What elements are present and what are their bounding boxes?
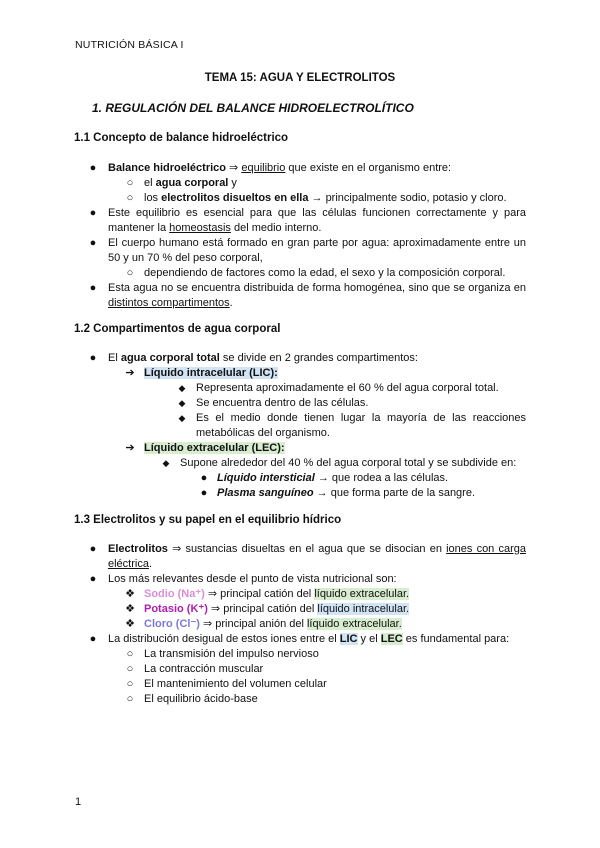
- section-1-3-heading: 1.3 Electrolitos y su papel en el equilibrio hídrico: [74, 514, 342, 526]
- arrow-bullet-icon: ➔: [125, 367, 135, 379]
- lic-item-3-line-1: Es el medio donde tienen lugar la mayoría de las reacciones: [196, 412, 526, 424]
- s13-bullet-2: Los más relevantes desde el punto de vista nutricional son:: [108, 573, 397, 585]
- lec-item-1b: Plasma sanguíneo → que forma parte de la sangre.: [217, 487, 476, 499]
- diamond-bullet-icon: ◆: [178, 413, 186, 423]
- bullet-icon: ●: [89, 352, 97, 364]
- s11-bullet-3-line-2: 50 y un 70 % del peso corporal,: [108, 252, 263, 264]
- lec-item-1: Supone alrededor del 40 % del agua corporal total y se subdivide en:: [180, 457, 517, 469]
- s12-bullet-1: El agua corporal total se divide en 2 grandes compartimentos:: [108, 352, 418, 364]
- lic-item-1: Representa aproximadamente el 60 % del agua corporal total.: [196, 382, 499, 394]
- s11-bullet-2-line-1: Este equilibrio es esencial para que las células funcionen correctamente y para: [108, 207, 526, 219]
- s11-bullet-3-line-1: El cuerpo humano está formado en gran parte por agua: aproximadamente entre un: [108, 237, 526, 249]
- circle-bullet-icon: ○: [126, 177, 134, 189]
- diamond-ornament-icon: ❖: [125, 603, 135, 615]
- s11-bullet-2-line-2: mantener la homeostasis del medio interno.: [108, 222, 322, 234]
- electrolyte-sodium: Sodio (Na⁺) ⇒ principal catión del líquido extracelular.: [144, 588, 410, 600]
- lic-item-3-line-2: metabólicas del organismo.: [196, 427, 330, 439]
- lic-item-2: Se encuentra dentro de las células.: [196, 397, 369, 409]
- function-item-2: La contracción muscular: [144, 663, 264, 675]
- s11-bullet-1: Balance hidroeléctrico ⇒ equilibrio que existe en el organismo entre:: [108, 162, 452, 174]
- electrolyte-chloride: Cloro (Cl⁻) ⇒ principal anión del líquido extracelular.: [144, 618, 402, 630]
- diamond-bullet-icon: ◆: [178, 398, 186, 408]
- s11-bullet-4-line-2: distintos compartimentos.: [108, 297, 233, 309]
- lec-item-1a: Líquido intersticial → que rodea a las células.: [217, 472, 449, 484]
- page-number: 1: [75, 796, 82, 808]
- diamond-bullet-icon: ◆: [178, 383, 186, 393]
- lic-label: Líquido intracelular (LIC):: [144, 367, 278, 379]
- circle-bullet-icon: ○: [126, 648, 134, 660]
- diamond-bullet-icon: ◆: [162, 458, 170, 468]
- bullet-icon: ●: [200, 487, 208, 499]
- bullet-icon: ●: [200, 472, 208, 484]
- circle-bullet-icon: ○: [126, 192, 134, 204]
- circle-bullet-icon: ○: [126, 693, 134, 705]
- bullet-icon: ●: [89, 237, 97, 249]
- section-1-heading: 1. REGULACIÓN DEL BALANCE HIDROELECTROLÍTICO: [92, 101, 414, 115]
- bullet-icon: ●: [89, 162, 97, 174]
- circle-bullet-icon: ○: [126, 663, 134, 675]
- s13-bullet-1-line-1: Electrolitos ⇒ sustancias disueltas en el agua que se disocian en iones con carga: [108, 543, 526, 555]
- s13-bullet-1-line-2: eléctrica.: [108, 558, 153, 570]
- section-1-1-heading: 1.1 Concepto de balance hidroeléctrico: [74, 132, 289, 144]
- lec-label: Líquido extracelular (LEC):: [144, 442, 285, 454]
- bullet-icon: ●: [89, 633, 97, 645]
- section-1-2-heading: 1.2 Compartimentos de agua corporal: [74, 323, 281, 335]
- s13-bullet-3: La distribución desigual de estos iones entre el LIC y el LEC es fundamental para:: [108, 633, 510, 645]
- s11-bullet-4-line-1: Esta agua no se encuentra distribuida de forma homogénea, sino que se organiza en: [108, 282, 526, 294]
- bullet-icon: ●: [89, 573, 97, 585]
- circle-bullet-icon: ○: [126, 267, 134, 279]
- bullet-icon: ●: [89, 207, 97, 219]
- s11-sub-1: el agua corporal y: [144, 177, 237, 189]
- s11-sub-2: los electrolitos disueltos en ella → principalmente sodio, potasio y cloro.: [144, 192, 507, 204]
- bullet-icon: ●: [89, 282, 97, 294]
- bullet-icon: ●: [89, 543, 97, 555]
- function-item-1: La transmisión del impulso nervioso: [144, 648, 319, 660]
- function-item-4: El equilibrio ácido-base: [144, 693, 258, 705]
- s11-sub-3: dependiendo de factores como la edad, el sexo y la composición corporal.: [144, 267, 506, 279]
- circle-bullet-icon: ○: [126, 678, 134, 690]
- page-title: TEMA 15: AGUA Y ELECTROLITOS: [204, 72, 396, 84]
- arrow-bullet-icon: ➔: [125, 442, 135, 454]
- electrolyte-potassium: Potasio (K⁺) ⇒ principal catión del líquido intracelular.: [144, 603, 410, 615]
- diamond-ornament-icon: ❖: [125, 618, 135, 630]
- running-header: NUTRICIÓN BÁSICA I: [75, 39, 184, 51]
- diamond-ornament-icon: ❖: [125, 588, 135, 600]
- function-item-3: El mantenimiento del volumen celular: [144, 678, 327, 690]
